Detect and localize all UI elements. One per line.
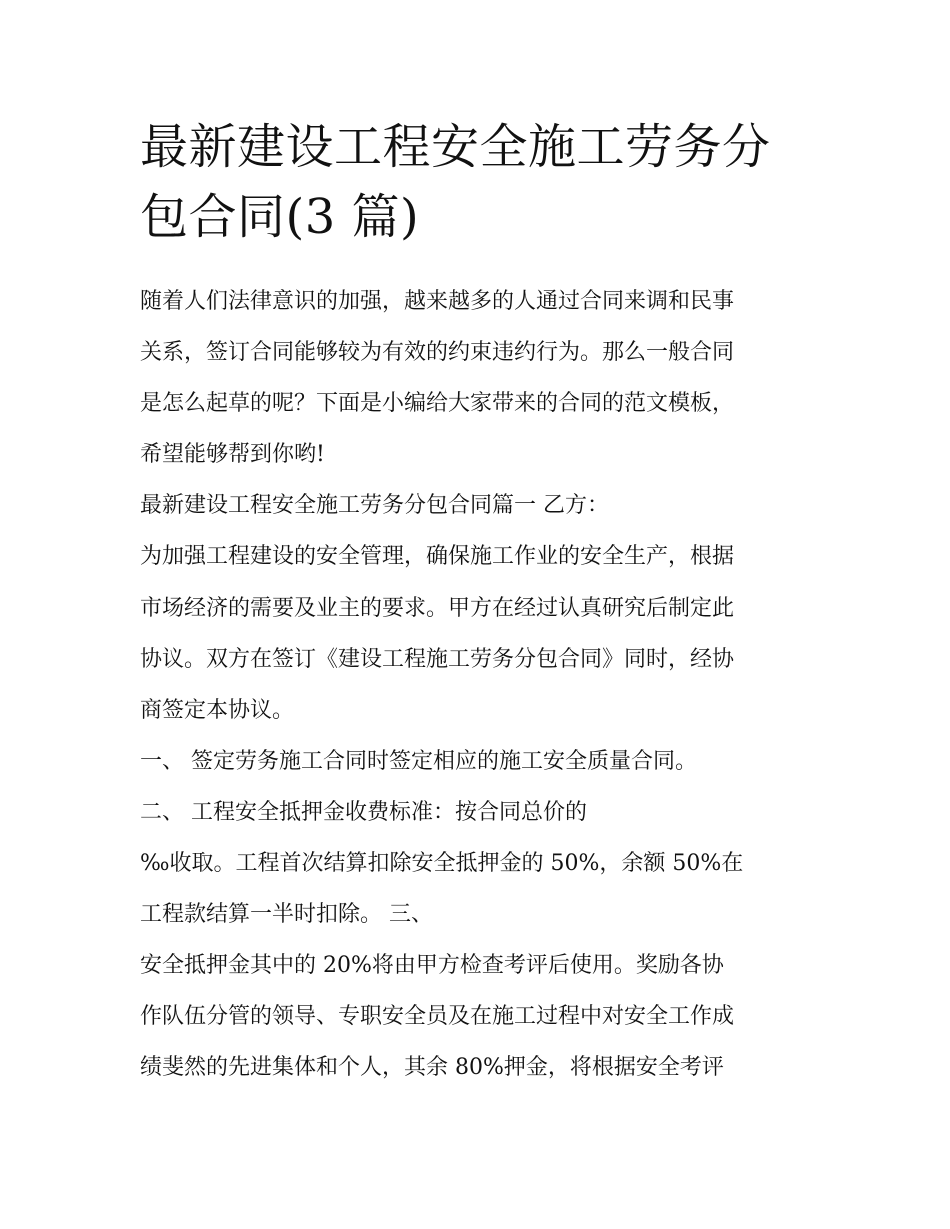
title-line-1: 最新建设工程安全施工劳务分 bbox=[140, 119, 771, 175]
body-line-purpose-4: 商签定本协议。 bbox=[140, 697, 295, 723]
clause-2-line-2: ‰收取。工程首次结算扣除安全抵押金的 50%，余额 50%在 bbox=[140, 851, 744, 877]
title-line-2: 包合同(3 篇) bbox=[140, 189, 420, 245]
clause-1: 一、 签定劳务施工合同时签定相应的施工安全质量合同。 bbox=[140, 748, 697, 774]
body-line-intro-3: 是怎么起草的呢？下面是小编给大家带来的合同的范文模板， bbox=[140, 391, 735, 417]
document-body bbox=[140, 276, 830, 1094]
body-line-intro-2: 关系，签订合同能够较为有效的约束违约行为。那么一般合同 bbox=[140, 340, 735, 366]
document-title bbox=[140, 112, 820, 252]
clause-2-line-1: 二、 工程安全抵押金收费标准：按合同总价的 bbox=[140, 799, 587, 825]
body-line-purpose-3: 协议。双方在签订《建设工程施工劳务分包合同》同时，经协 bbox=[140, 646, 735, 672]
clause-3-line-2: 作队伍分管的领导、专职安全员及在施工过程中对安全工作成 bbox=[140, 1004, 735, 1030]
body-line-intro-4: 希望能够帮到你哟! bbox=[140, 442, 325, 468]
clause-3-line-3: 绩斐然的先进集体和个人，其余 80%押金，将根据安全考评 bbox=[140, 1055, 724, 1081]
section-heading-part-1: 最新建设工程安全施工劳务分包合同篇一 乙方： bbox=[140, 493, 609, 519]
body-line-intro-1: 随着人们法律意识的加强，越来越多的人通过合同来调和民事 bbox=[140, 289, 735, 314]
clause-3-line-1: 安全抵押金其中的 20%将由甲方检查考评后使用。奖励各协 bbox=[140, 953, 724, 979]
body-line-purpose-2: 市场经济的需要及业主的要求。甲方在经过认真研究后制定此 bbox=[140, 595, 735, 621]
clause-2-line-3: 工程款结算一半时扣除。 三、 bbox=[140, 902, 433, 928]
body-line-purpose-1: 为加强工程建设的安全管理，确保施工作业的安全生产，根据 bbox=[140, 544, 735, 570]
